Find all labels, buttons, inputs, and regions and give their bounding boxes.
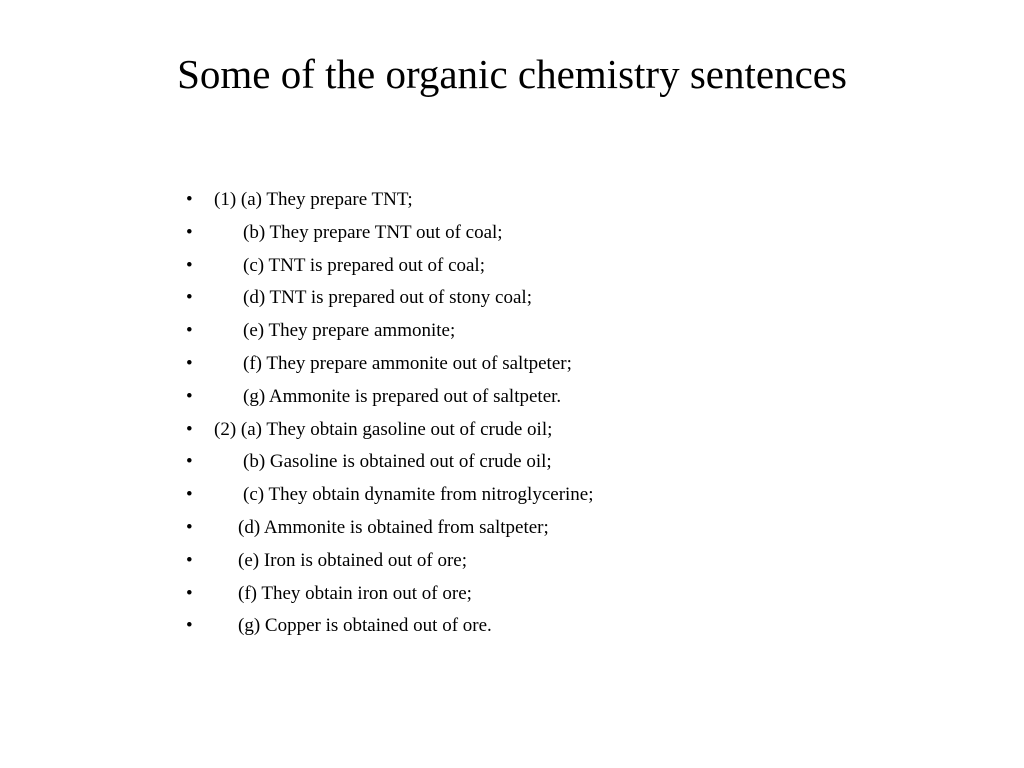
list-item (186, 545, 946, 578)
list-item (186, 578, 946, 611)
bullet-icon: • (186, 189, 193, 210)
bullet-icon: • (186, 385, 193, 407)
list-item-text: (b) Gasoline is obtained out of crude oil; (243, 451, 552, 473)
list-item (186, 282, 946, 315)
bullet-icon: • (186, 615, 193, 637)
list-item (186, 348, 946, 381)
bullet-icon: • (186, 221, 193, 243)
list-item (186, 610, 946, 643)
bullet-icon: • (186, 549, 193, 571)
list-item (186, 250, 946, 283)
slide-title: Some of the organic chemistry sentences (177, 51, 847, 97)
list-item (186, 414, 946, 447)
list-item-text: (c) TNT is prepared out of coal; (243, 254, 485, 276)
list-item-text: (e) They prepare ammonite; (243, 320, 456, 342)
bullet-icon: • (186, 254, 193, 276)
bullet-icon: • (186, 516, 193, 538)
list-item-text: (f) They obtain iron out of ore; (238, 582, 472, 604)
list-item-text: (d) TNT is prepared out of stony coal; (243, 287, 532, 309)
list-item-text: (f) They prepare ammonite out of saltpeter; (243, 352, 572, 374)
list-item (186, 381, 946, 414)
list-item-text: (1) (a) They prepare TNT; (214, 189, 413, 210)
list-item (186, 479, 946, 512)
list-item-text: (e) Iron is obtained out of ore; (238, 549, 467, 571)
list-item-text: (c) They obtain dynamite from nitroglycerine; (243, 484, 594, 506)
bullet-icon: • (186, 484, 193, 506)
list-item (186, 184, 946, 217)
list-item-text: (g) Ammonite is prepared out of saltpeter. (243, 385, 562, 407)
bullet-list (186, 184, 946, 643)
list-item (186, 315, 946, 348)
list-item-text: (g) Copper is obtained out of ore. (238, 615, 492, 637)
list-item-text: (d) Ammonite is obtained from saltpeter; (238, 516, 549, 538)
list-item-text: (b) They prepare TNT out of coal; (243, 221, 503, 243)
bullet-icon: • (186, 320, 193, 342)
list-item (186, 512, 946, 545)
list-item (186, 217, 946, 250)
bullet-icon: • (186, 451, 193, 473)
bullet-icon: • (186, 418, 193, 440)
list-item-text: (2) (a) They obtain gasoline out of crude oil; (214, 418, 553, 440)
bullet-icon: • (186, 287, 193, 309)
list-item (186, 446, 946, 479)
bullet-icon: • (186, 582, 193, 604)
bullet-icon: • (186, 352, 193, 374)
